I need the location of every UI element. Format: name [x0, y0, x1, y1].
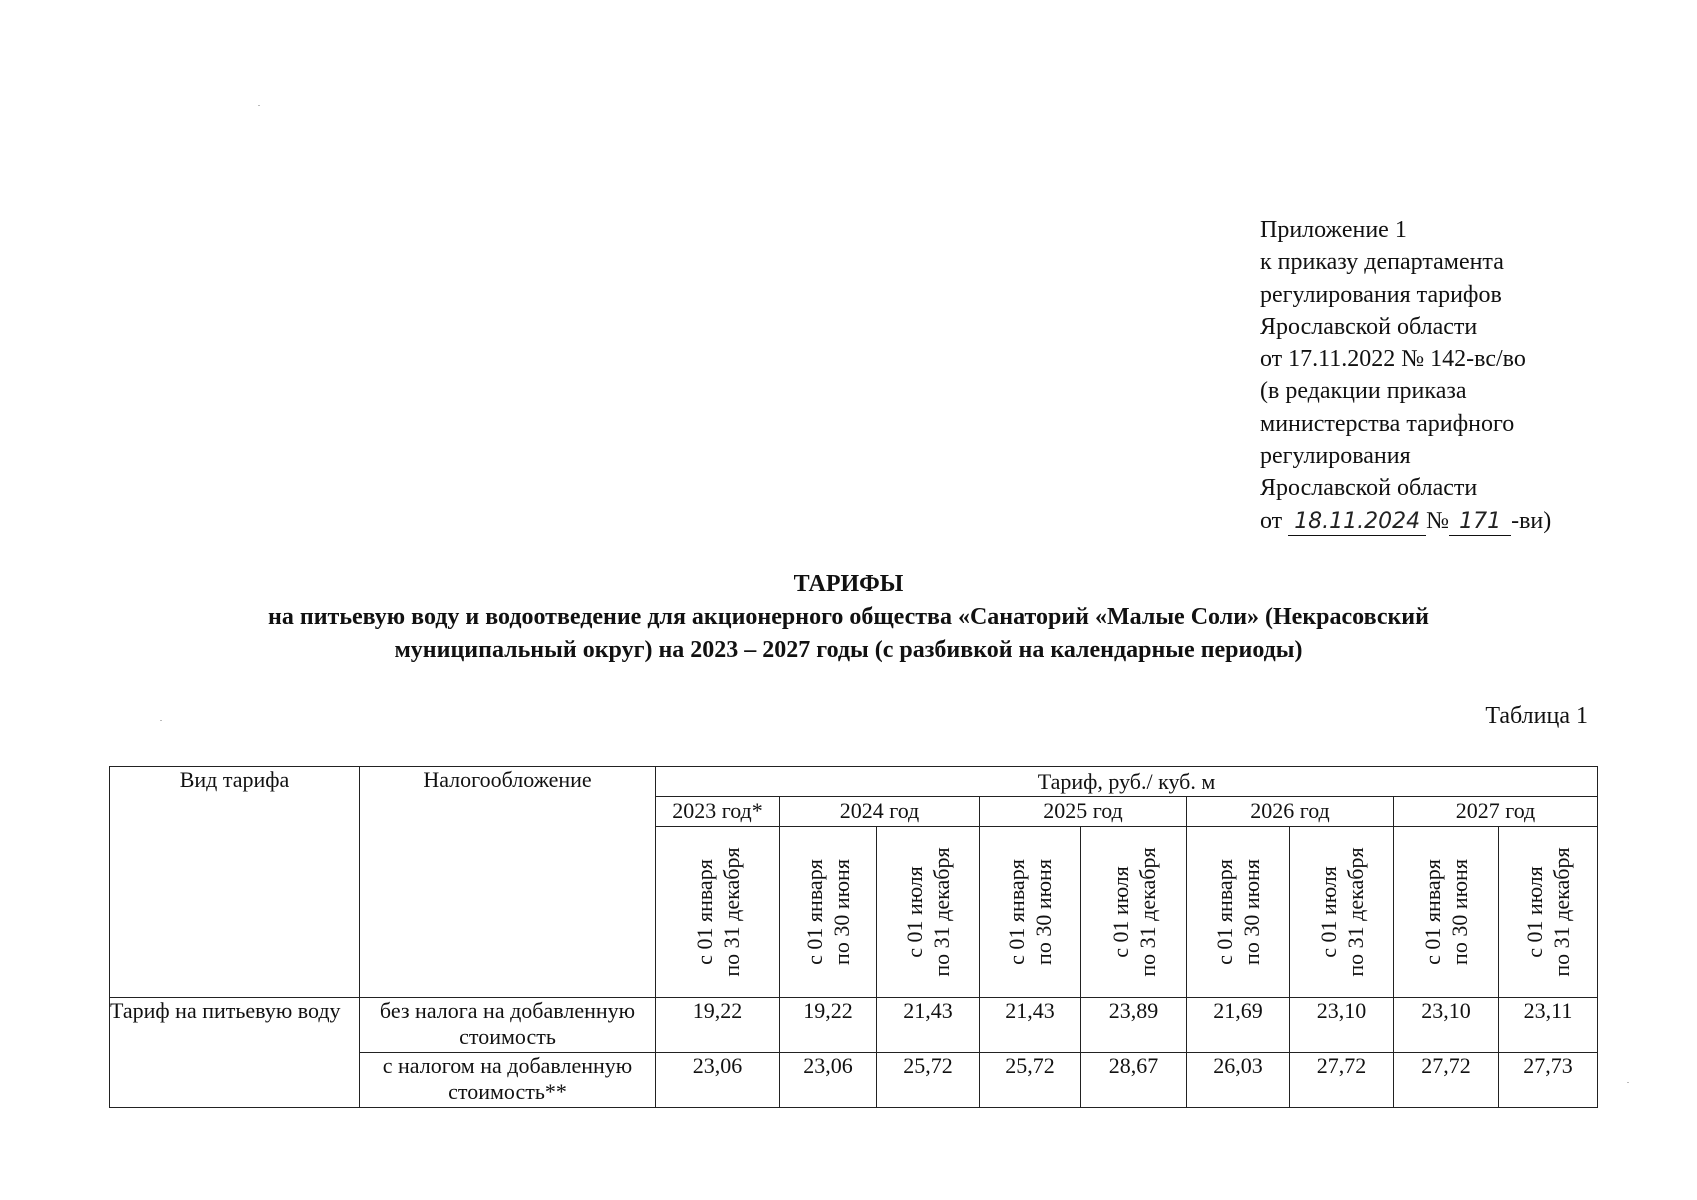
header-year: 2023 год* [656, 797, 780, 827]
appendix-line: Ярославской области [1260, 313, 1478, 340]
handwritten-number: 171 [1449, 509, 1511, 536]
value-cell: 23,10 [1290, 998, 1394, 1053]
header-period [1290, 827, 1394, 998]
value-cell: 23,89 [1081, 998, 1187, 1053]
scan-speck [258, 105, 260, 106]
period-line: по 31 декабря [1342, 847, 1368, 977]
value-cell: 23,06 [780, 1053, 877, 1108]
header-year: 2024 год [780, 797, 980, 827]
value-cell: 19,22 [656, 998, 780, 1053]
document-subtitle-line-2: муниципальный округ) на 2023 – 2027 годы (с разбивкой на календарные периоды) [394, 637, 1303, 663]
header-year: 2025 год [980, 797, 1187, 827]
value-cell: 21,43 [980, 998, 1081, 1053]
appendix-line: регулирования [1260, 443, 1411, 470]
period-line: с 01 января [1004, 859, 1029, 965]
period-line: по 30 июня [829, 859, 854, 965]
appendix-line: (в редакции приказа [1260, 378, 1467, 405]
tax-cell: без налога на добавленную стоимость [360, 998, 656, 1053]
header-period [656, 827, 780, 998]
appendix-line: Ярославской области [1260, 475, 1478, 502]
scan-speck [1627, 1082, 1629, 1083]
value-cell: 19,22 [780, 998, 877, 1053]
scan-speck [160, 720, 162, 721]
header-tax: Налогообложение [360, 767, 656, 998]
value-cell: 27,72 [1394, 1053, 1499, 1108]
value-cell: 28,67 [1081, 1053, 1187, 1108]
appendix-block [1260, 214, 1551, 537]
value-cell: 26,03 [1187, 1053, 1290, 1108]
table-row [110, 998, 1598, 1053]
period-line: с 01 января [1420, 859, 1445, 965]
appendix-last-prefix: от [1260, 507, 1283, 534]
value-cell: 27,73 [1499, 1053, 1598, 1108]
tax-cell: с налогом на добавленную стоимость** [360, 1053, 656, 1108]
value-cell: 25,72 [980, 1053, 1081, 1108]
appendix-line-last [1260, 505, 1551, 537]
table-caption: Таблица 1 [1485, 703, 1588, 729]
period-line: с 01 января [691, 859, 717, 965]
header-period [877, 827, 980, 998]
value-cell: 21,69 [1187, 998, 1290, 1053]
header-year: 2027 год [1394, 797, 1598, 827]
value-cell: 21,43 [877, 998, 980, 1053]
header-period [780, 827, 877, 998]
header-period [1187, 827, 1290, 998]
number-sign: № [1426, 507, 1450, 534]
period-line: по 31 декабря [1549, 847, 1574, 977]
period-line: с 01 июля [1522, 866, 1547, 958]
value-cell: 27,72 [1290, 1053, 1394, 1108]
tariff-kind-cell: Тариф на питьевую воду [110, 998, 360, 1108]
appendix-last-suffix: -ви) [1511, 507, 1552, 534]
value-cell: 23,11 [1499, 998, 1598, 1053]
header-year: 2026 год [1187, 797, 1394, 827]
period-line: с 01 июля [902, 866, 927, 958]
period-line: по 31 декабря [929, 847, 954, 977]
period-line: по 30 июня [1447, 859, 1472, 965]
period-line: с 01 января [802, 859, 827, 965]
appendix-line: Приложение 1 [1260, 217, 1407, 243]
header-period [1081, 827, 1187, 998]
appendix-line: регулирования тарифов [1260, 281, 1502, 308]
appendix-line: от 17.11.2022 № 142-вс/во [1260, 346, 1526, 373]
period-line: по 30 июня [1031, 859, 1056, 965]
tariffs-table [109, 766, 1598, 1108]
handwritten-date: 18.11.2024 [1288, 509, 1426, 536]
header-period [980, 827, 1081, 998]
period-line: по 31 декабря [718, 847, 744, 977]
appendix-line: министерства тарифного [1260, 410, 1515, 437]
header-kind: Вид тарифа [110, 767, 360, 998]
value-cell: 23,06 [656, 1053, 780, 1108]
header-period [1499, 827, 1598, 998]
period-line: по 31 декабря [1134, 847, 1160, 977]
period-line: с 01 июля [1315, 866, 1341, 958]
period-line: по 30 июня [1239, 859, 1264, 965]
document-title: ТАРИФЫ [793, 571, 904, 597]
header-tariff: Тариф, руб./ куб. м [656, 767, 1598, 797]
period-line: с 01 января [1212, 859, 1237, 965]
value-cell: 23,10 [1394, 998, 1499, 1053]
appendix-line: к приказу департамента [1260, 249, 1504, 276]
value-cell: 25,72 [877, 1053, 980, 1108]
period-line: с 01 июля [1107, 866, 1133, 958]
document-subtitle-line-1: на питьевую воду и водоотведение для акционерного общества «Санаторий «Малые Соли» (Некрасовский [268, 604, 1429, 630]
header-period [1394, 827, 1499, 998]
